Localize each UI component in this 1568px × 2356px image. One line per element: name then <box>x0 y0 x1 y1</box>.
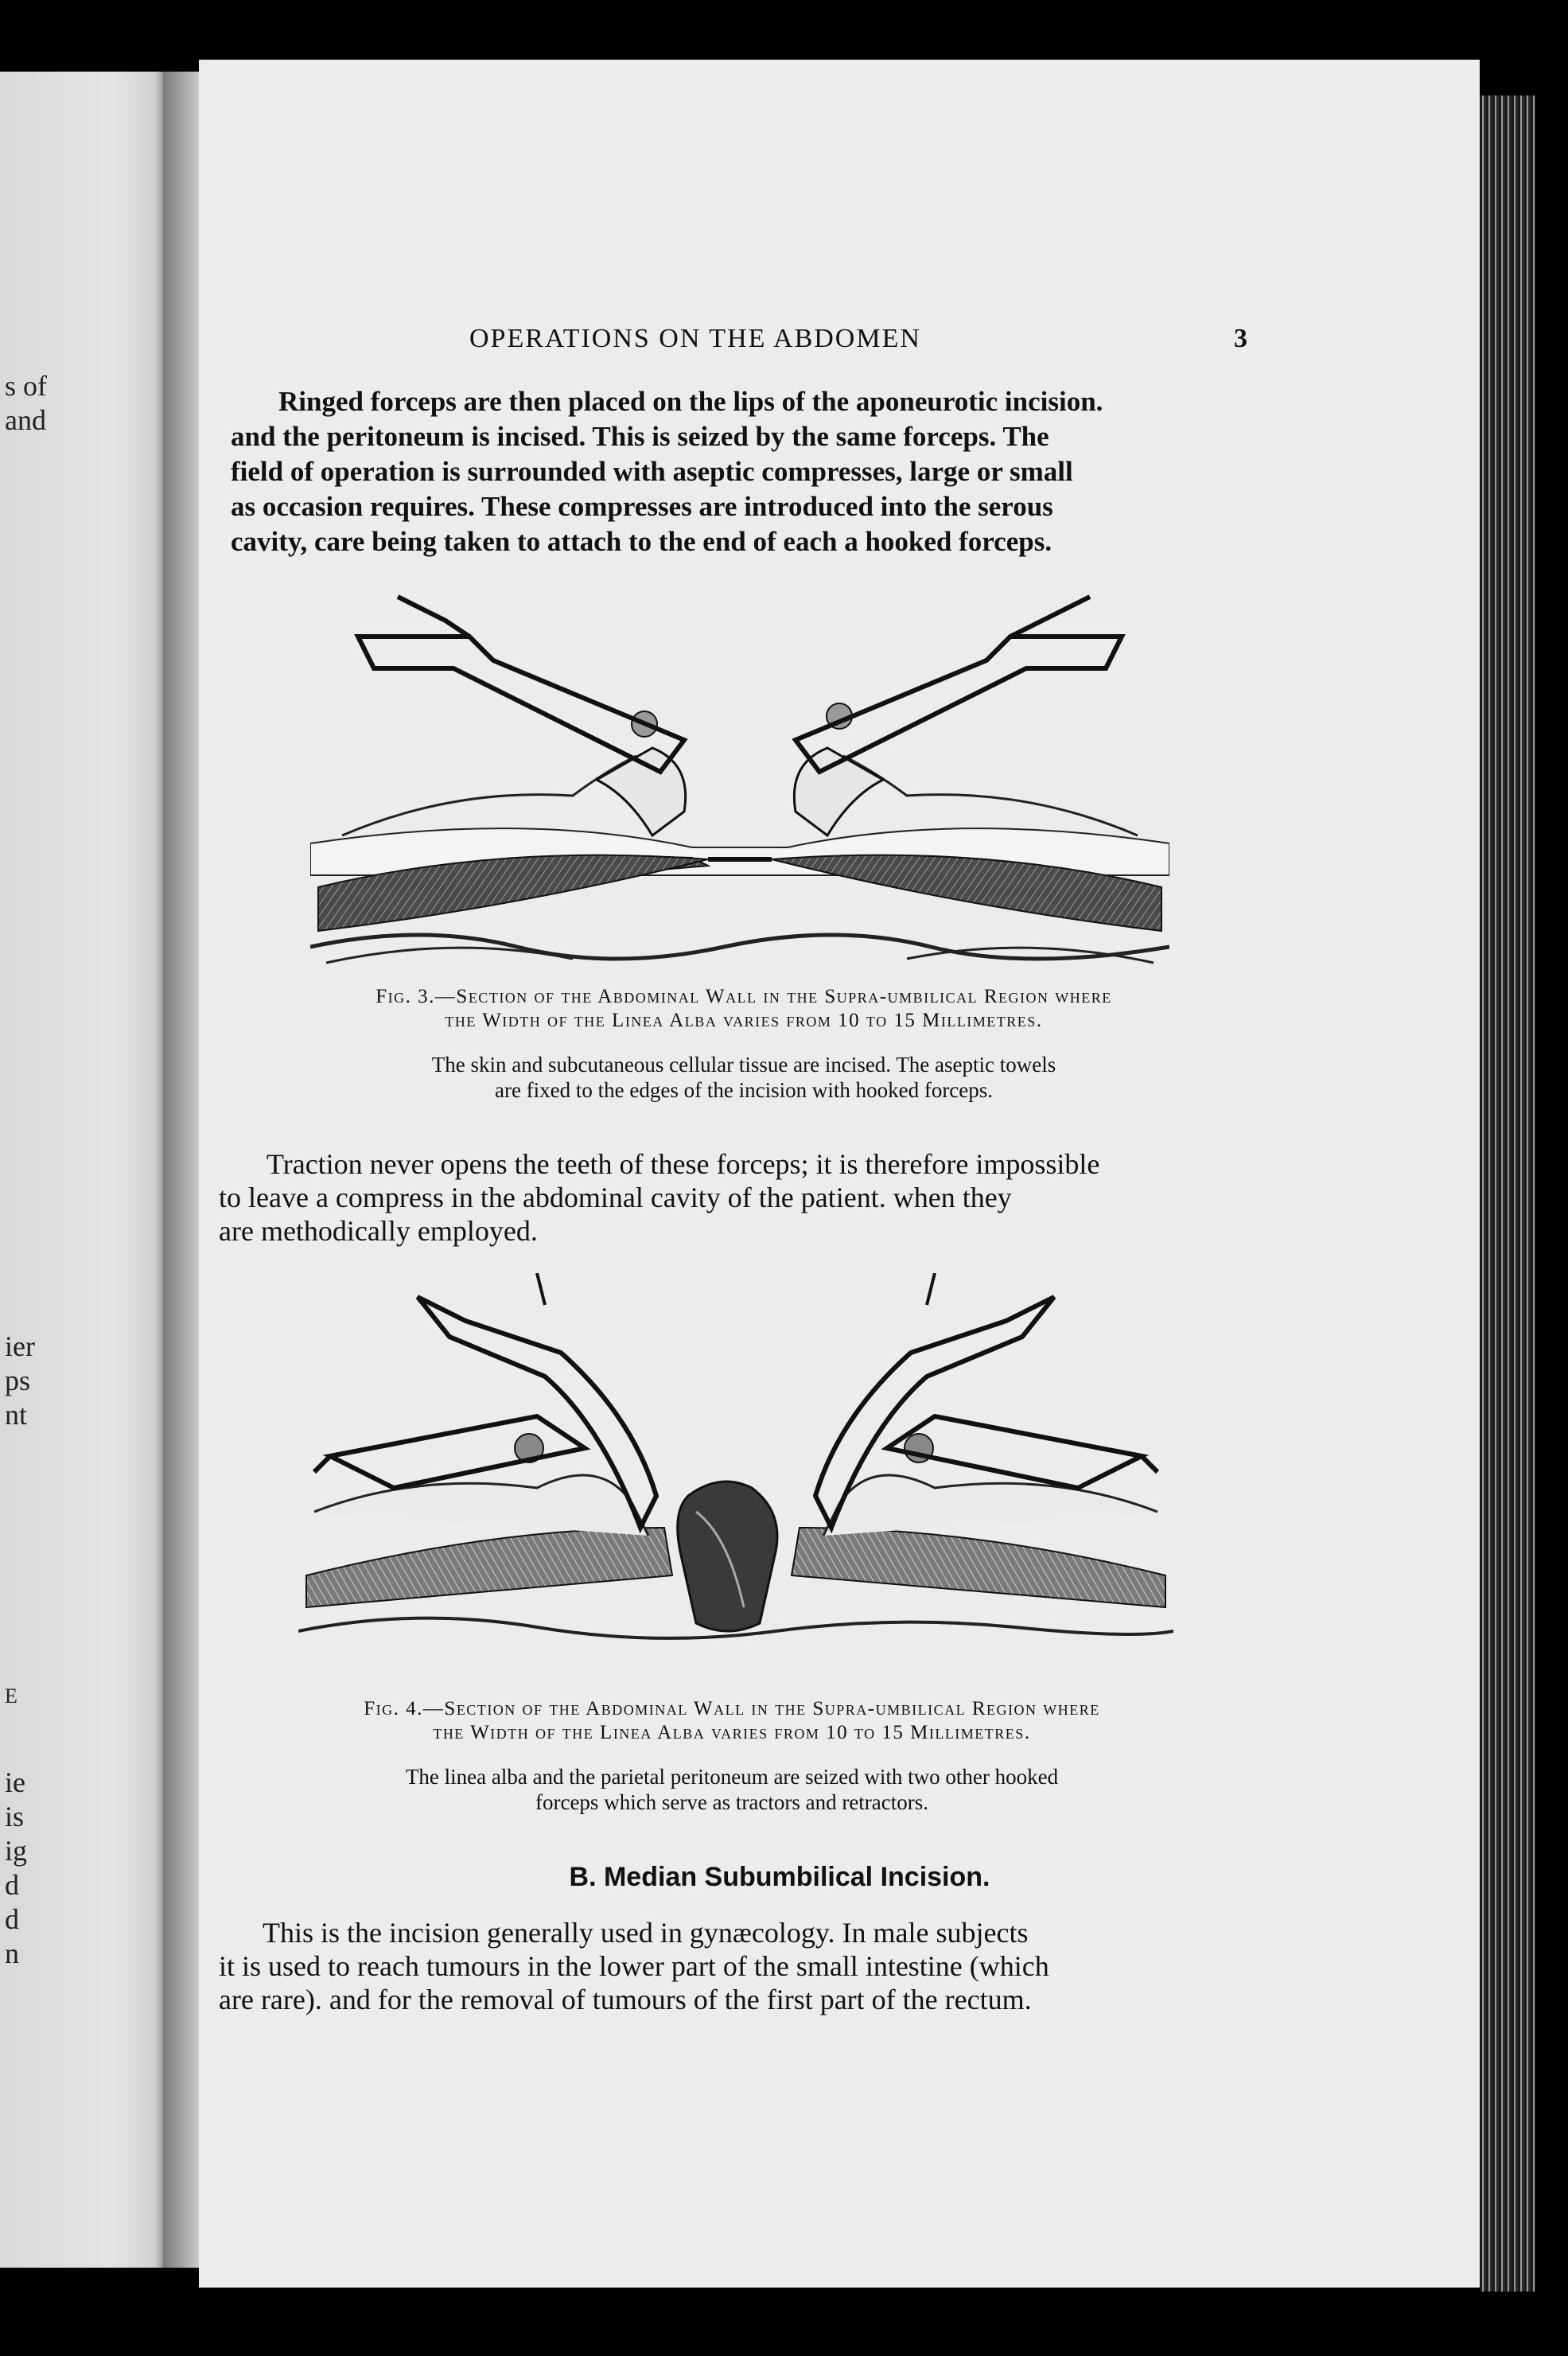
caption-line: the Width of the Linea Alba varies from 10 to 15 Millimetres. <box>445 1010 1043 1031</box>
left-page <box>0 72 163 2268</box>
figure-3-illustration <box>310 573 1169 987</box>
figure-4-description <box>219 1764 1245 1815</box>
left-page-fragment: ps <box>5 1365 31 1396</box>
text-line: field of operation is surrounded with aseptic compresses, large or small <box>231 456 1073 487</box>
caption-line: forceps which serve as tractors and retractors. <box>535 1790 929 1814</box>
text-line: as occasion requires. These compresses are introduced into the serous <box>231 491 1053 522</box>
figure-3-description <box>231 1052 1257 1103</box>
caption-line: The skin and subcutaneous cellular tissue are incised. The aseptic towels <box>431 1053 1056 1077</box>
paragraph-1 <box>231 384 1257 559</box>
section-heading: B. Median Subumbilical Incision. <box>569 1862 990 1892</box>
left-page-fragment: d <box>5 1869 19 1901</box>
left-page-fragment: is <box>5 1801 25 1832</box>
figure-4-illustration <box>298 1273 1173 1671</box>
running-title: OPERATIONS ON THE ABDOMEN <box>469 324 921 353</box>
left-page-fragment: E <box>5 1684 18 1708</box>
left-page-fragment: d <box>5 1903 19 1935</box>
paragraph-2 <box>219 1147 1253 1248</box>
left-page-fragment: n <box>5 1937 19 1969</box>
text-line: and the peritoneum is incised. This is seized by the same forceps. The <box>231 421 1049 452</box>
page-number: 3 <box>1234 324 1249 353</box>
figure-4-caption <box>219 1697 1245 1745</box>
left-page-fragment: nt <box>5 1399 28 1431</box>
caption-line: are fixed to the edges of the incision with hooked forceps. <box>494 1078 994 1102</box>
text-line: it is used to reach tumours in the lower part of the small intestine (which <box>219 1950 1049 1982</box>
caption-line: The linea alba and the parietal peritoneum are seized with two other hooked <box>405 1765 1059 1789</box>
left-page-fragment: ier <box>5 1330 35 1362</box>
paragraph-3 <box>219 1916 1253 2016</box>
text-line: are methodically employed. <box>219 1215 538 1247</box>
page-edges <box>1480 95 1535 2292</box>
text-line: This is the incision generally used in gynæcology. In male subjects <box>263 1917 1029 1949</box>
caption-line: the Width of the Linea Alba varies from 10 to 15 Millimetres. <box>433 1722 1031 1743</box>
figure-3-caption <box>231 985 1257 1033</box>
book-gutter <box>163 72 199 2268</box>
caption-line: Fig. 4.—Section of the Abdominal Wall in the Supra-umbilical Region where <box>364 1698 1100 1719</box>
caption-line: Fig. 3.—Section of the Abdominal Wall in the Supra-umbilical Region where <box>375 986 1112 1007</box>
left-page-fragment: and <box>5 404 46 436</box>
text-line: Ringed forceps are then placed on the lips of the aponeurotic incision. <box>278 386 1103 417</box>
text-line: cavity, care being taken to attach to the end of each a hooked forceps. <box>231 526 1052 557</box>
text-line: Traction never opens the teeth of these forceps; it is therefore impossible <box>267 1148 1100 1180</box>
text-line: to leave a compress in the abdominal cavity of the patient. when they <box>219 1182 1012 1213</box>
left-page-fragment: ig <box>5 1835 28 1867</box>
text-line: are rare). and for the removal of tumours of the first part of the rectum. <box>219 1984 1032 2015</box>
left-page-fragment: s of <box>5 370 47 402</box>
left-page-fragment: ie <box>5 1766 25 1798</box>
